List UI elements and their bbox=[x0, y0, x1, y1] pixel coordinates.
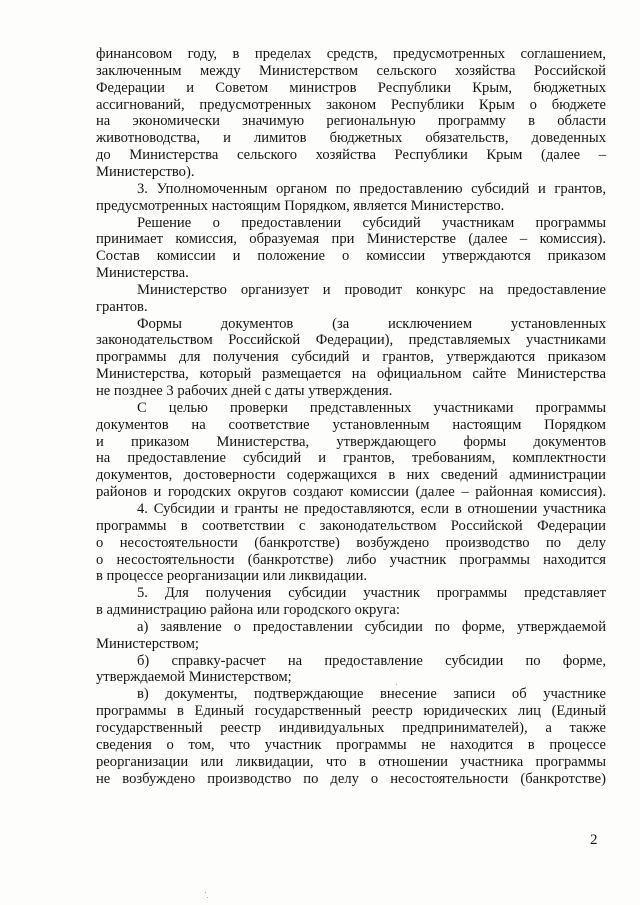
text-line: до Министерства сельского хозяйства Республики Крым (далее – bbox=[96, 147, 606, 164]
text-line: 4. Субсидии и гранты не предоставляются, если в отношении участника bbox=[137, 500, 606, 517]
text-line: Министерства. bbox=[96, 265, 189, 282]
text-line: программы в Единый государственный реестр юридических лиц (Единый bbox=[96, 703, 606, 720]
text-line: Состав комиссии и положение о комиссии утверждаются приказом bbox=[96, 248, 606, 265]
text-line: на предоставление субсидий и грантов, требованиям, комплектности bbox=[96, 450, 606, 467]
text-line: б) справку-расчет на предоставление субсидии по форме, bbox=[137, 652, 606, 669]
text-line: грантов. bbox=[96, 298, 148, 315]
scan-speck bbox=[396, 684, 397, 685]
text-line: а) заявление о предоставлении субсидии по форме, утверждаемой bbox=[137, 618, 606, 635]
text-line: документов, достоверности содержащихся в них сведений администрации bbox=[96, 467, 606, 484]
text-line: предусмотренных настоящим Порядком, является Министерство. bbox=[96, 197, 505, 214]
text-line: 3. Уполномоченным органом по предоставлению субсидий и грантов, bbox=[137, 180, 606, 197]
page-number: 2 bbox=[590, 832, 598, 848]
text-line: не позднее 3 рабочих дней с даты утверждения. bbox=[96, 383, 393, 399]
text-line: финансовом году, в пределах средств, предусмотренных соглашением, bbox=[96, 46, 606, 62]
text-line: законодательством Российской Федерации), представляемых участниками bbox=[96, 332, 606, 349]
text-line: Министерство). bbox=[96, 163, 195, 180]
text-line: реорганизации или ликвидации, что в отношении участника программы bbox=[96, 753, 606, 770]
text-line: районов и городских округов создают комиссии (далее – районная комиссия). bbox=[96, 484, 606, 501]
scan-speck bbox=[207, 897, 208, 898]
text-line: программы для получения субсидий и грантов, утверждаются приказом bbox=[96, 349, 606, 366]
scan-speck bbox=[205, 892, 206, 893]
text-line: Министерство организует и проводит конкурс на предоставление bbox=[137, 281, 606, 298]
text-line: 5. Для получения субсидии участник программы представляет bbox=[137, 585, 606, 602]
text-line: в) документы, подтверждающие внесение записи об участнике bbox=[137, 686, 606, 703]
text-line: государственный реестр индивидуальных предпринимателей), а также bbox=[96, 720, 606, 736]
text-line: о несостоятельности (банкротстве) либо участник программы находится bbox=[96, 551, 606, 568]
text-line: документов на соответствие установленным настоящим Порядком bbox=[96, 416, 606, 433]
text-line: о несостоятельности (банкротстве) возбуждено производство по делу bbox=[96, 534, 606, 551]
text-line: ассигнований, предусмотренных законом Республики Крым о бюджете bbox=[96, 96, 606, 113]
text-line: сведения о том, что участник программы не находится в процессе bbox=[96, 736, 606, 753]
text-line: Федерации и Советом министров Республики Крым, бюджетных bbox=[96, 79, 606, 96]
text-line: не возбуждено производство по делу о несостоятельности (банкротстве) bbox=[96, 770, 606, 787]
text-line: Решение о предоставлении субсидий участникам программы bbox=[137, 214, 606, 231]
text-line: программы в соответствии с законодательством Российской Федерации bbox=[96, 517, 606, 534]
text-line: на экономически значимую региональную программу в области bbox=[96, 113, 606, 130]
text-line: в процессе реорганизации или ликвидации. bbox=[96, 568, 368, 585]
text-line: и приказом Министерства, утверждающего формы документов bbox=[96, 433, 606, 450]
text-line: Министерства, который размещается на официальном сайте Министерства bbox=[96, 366, 606, 383]
text-line: С целью проверки представленных участниками программы bbox=[137, 399, 606, 416]
text-line: в администрацию района или городского округа: bbox=[96, 602, 400, 619]
text-line: принимает комиссия, образуемая при Министерстве (далее – комиссия). bbox=[96, 231, 606, 248]
text-line: утверждаемой Министерством; bbox=[96, 669, 292, 686]
text-line: Министерством; bbox=[96, 635, 199, 652]
text-line: заключенным между Министерством сельского хозяйства Российской bbox=[96, 62, 606, 79]
text-line: животноводства, и лимитов бюджетных обязательств, доведенных bbox=[96, 130, 606, 147]
text-line: Формы документов (за исключением установленных bbox=[137, 315, 606, 332]
